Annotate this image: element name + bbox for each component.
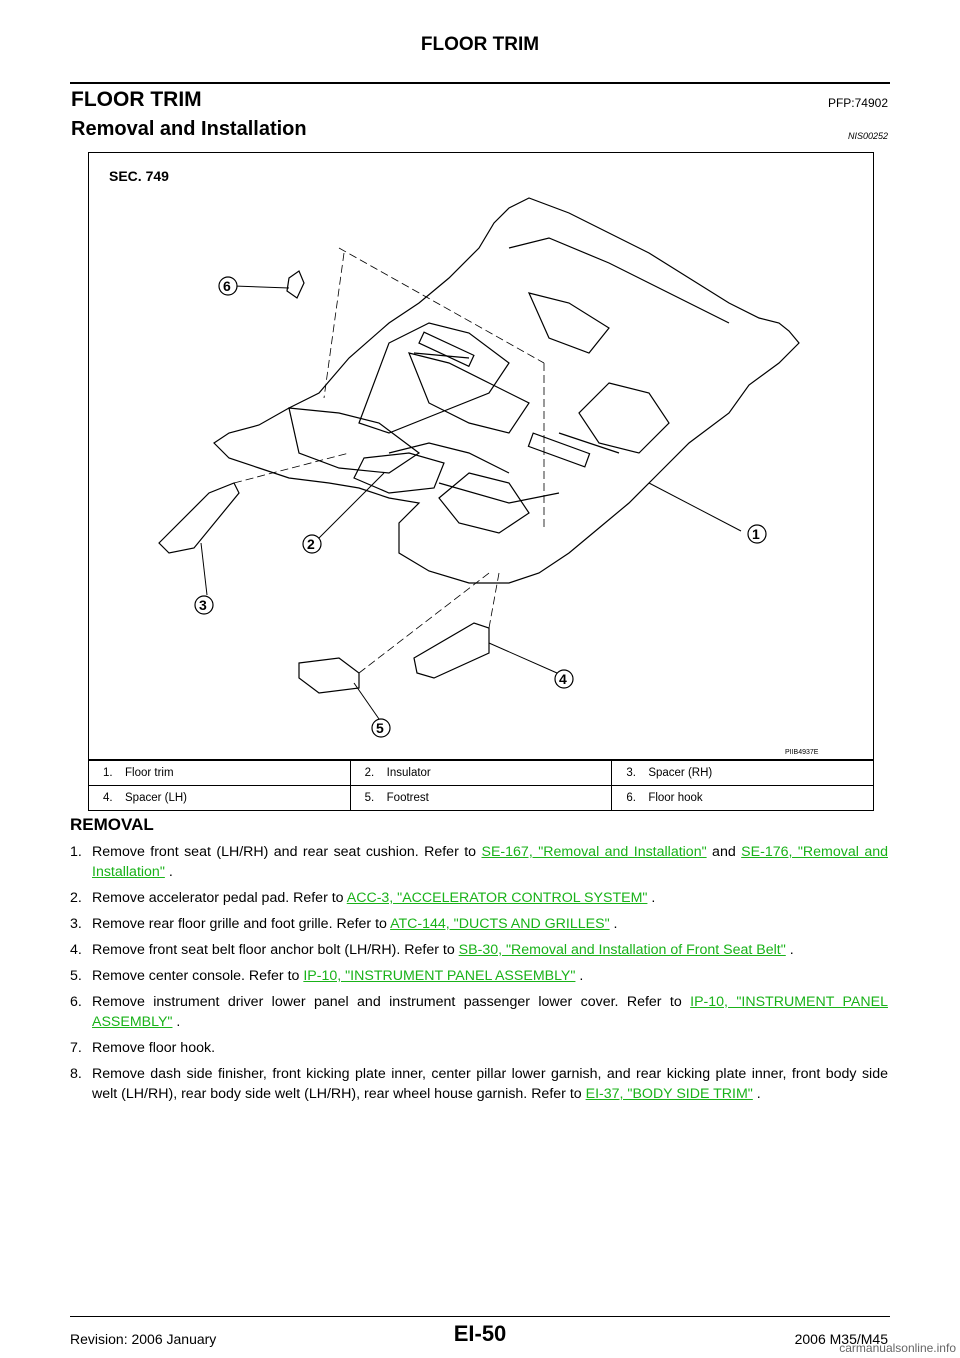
- callout-6: 6: [223, 278, 231, 294]
- step-item: 8. Remove dash side finisher, front kicking plate inner, center pillar lower garnish, and rear kicking plate inner, front body side welt (LH/RH), rear body side welt (LH/RH), rear wheel house garnish. Refer to EI-37, "BODY SIDE TRIM" .: [70, 1066, 888, 1102]
- callout-3: 3: [199, 597, 207, 613]
- header-rule: [70, 82, 890, 84]
- footer-rule: [70, 1316, 890, 1317]
- footer-model: 2006 M35/M45: [794, 1331, 888, 1347]
- link-atc-144[interactable]: ATC-144, "DUCTS AND GRILLES": [390, 916, 610, 932]
- spacer-lh-part: [414, 623, 489, 678]
- exploded-view-diagram: [89, 153, 875, 761]
- removal-steps: [70, 836, 888, 1104]
- footrest-part: [299, 658, 359, 693]
- removal-heading: REMOVAL: [70, 815, 154, 834]
- step-item: 3. Remove rear floor grille and foot grille. Refer to ATC-144, "DUCTS AND GRILLES" .: [70, 916, 618, 932]
- legend-item: 6. Floor hook: [612, 786, 874, 811]
- subsection-title: Removal and Installation: [71, 118, 307, 140]
- callout-1: 1: [752, 526, 760, 542]
- watermark: carmanualsonline.info: [839, 1341, 956, 1355]
- step-item: 5. Remove center console. Refer to IP-10, "INSTRUMENT PANEL ASSEMBLY" .: [70, 968, 584, 984]
- floor-hook-part: [287, 271, 304, 298]
- link-ei-37[interactable]: EI-37, "BODY SIDE TRIM": [585, 1086, 753, 1102]
- floor-trim-figure: [88, 152, 874, 760]
- link-acc-3[interactable]: ACC-3, "ACCELERATOR CONTROL SYSTEM": [346, 890, 648, 906]
- footer-revision: Revision: 2006 January: [70, 1331, 217, 1347]
- leader-lines: [201, 286, 741, 719]
- step-item: 1. Remove front seat (LH/RH) and rear seat cushion. Refer to SE-167, "Removal and Installation" and SE-176, "Removal and Installation" .: [70, 844, 888, 880]
- link-ip-10-b[interactable]: IP-10, "INSTRUMENT PANEL ASSEMBLY": [92, 994, 888, 1030]
- page-header-title: FLOOR TRIM: [420, 34, 540, 55]
- legend-row: [89, 786, 874, 811]
- guide-lines: [234, 248, 544, 673]
- step-item: 6. Remove instrument driver lower panel and instrument passenger lower cover. Refer to IP-10, "INSTRUMENT PANEL ASSEMBLY" .: [70, 994, 888, 1030]
- callout-2: 2: [307, 536, 315, 552]
- legend-item: 1. Floor trim: [89, 761, 351, 786]
- callout-5: 5: [376, 720, 384, 736]
- callout-markers: [195, 277, 766, 737]
- link-se-167[interactable]: SE-167, "Removal and Installation": [481, 844, 707, 860]
- legend-item: 2. Insulator: [350, 761, 612, 786]
- subsection-code: NIS00252: [847, 131, 888, 141]
- insulator-part: [354, 453, 444, 493]
- footer-page-number: EI-50: [453, 1321, 507, 1346]
- callout-4: 4: [559, 671, 567, 687]
- sec-label: SEC. 749: [109, 168, 169, 184]
- link-sb-30[interactable]: SB-30, "Removal and Installation of Front Seat Belt": [458, 942, 786, 958]
- figure-id: PIIB4937E: [785, 749, 819, 756]
- parts-legend: [88, 760, 874, 811]
- legend-item: 4. Spacer (LH): [89, 786, 351, 811]
- step-item: 4. Remove front seat belt floor anchor bolt (LH/RH). Refer to SB-30, "Removal and Installation of Front Seat Belt" .: [70, 942, 794, 958]
- section-code: PFP:74902: [827, 96, 888, 110]
- step-item: 7. Remove floor hook.: [70, 1040, 216, 1056]
- legend-item: 3. Spacer (RH): [612, 761, 874, 786]
- section-title: FLOOR TRIM: [71, 88, 202, 111]
- spacer-rh-part: [159, 483, 239, 553]
- floor-trim-part: [214, 198, 799, 583]
- link-ip-10[interactable]: IP-10, "INSTRUMENT PANEL ASSEMBLY": [303, 968, 576, 984]
- step-item: 2. Remove accelerator pedal pad. Refer to ACC-3, "ACCELERATOR CONTROL SYSTEM" .: [70, 890, 656, 906]
- link-se-176[interactable]: SE-176, "Removal and Installation": [92, 844, 888, 880]
- legend-row: [89, 761, 874, 786]
- legend-item: 5. Footrest: [350, 786, 612, 811]
